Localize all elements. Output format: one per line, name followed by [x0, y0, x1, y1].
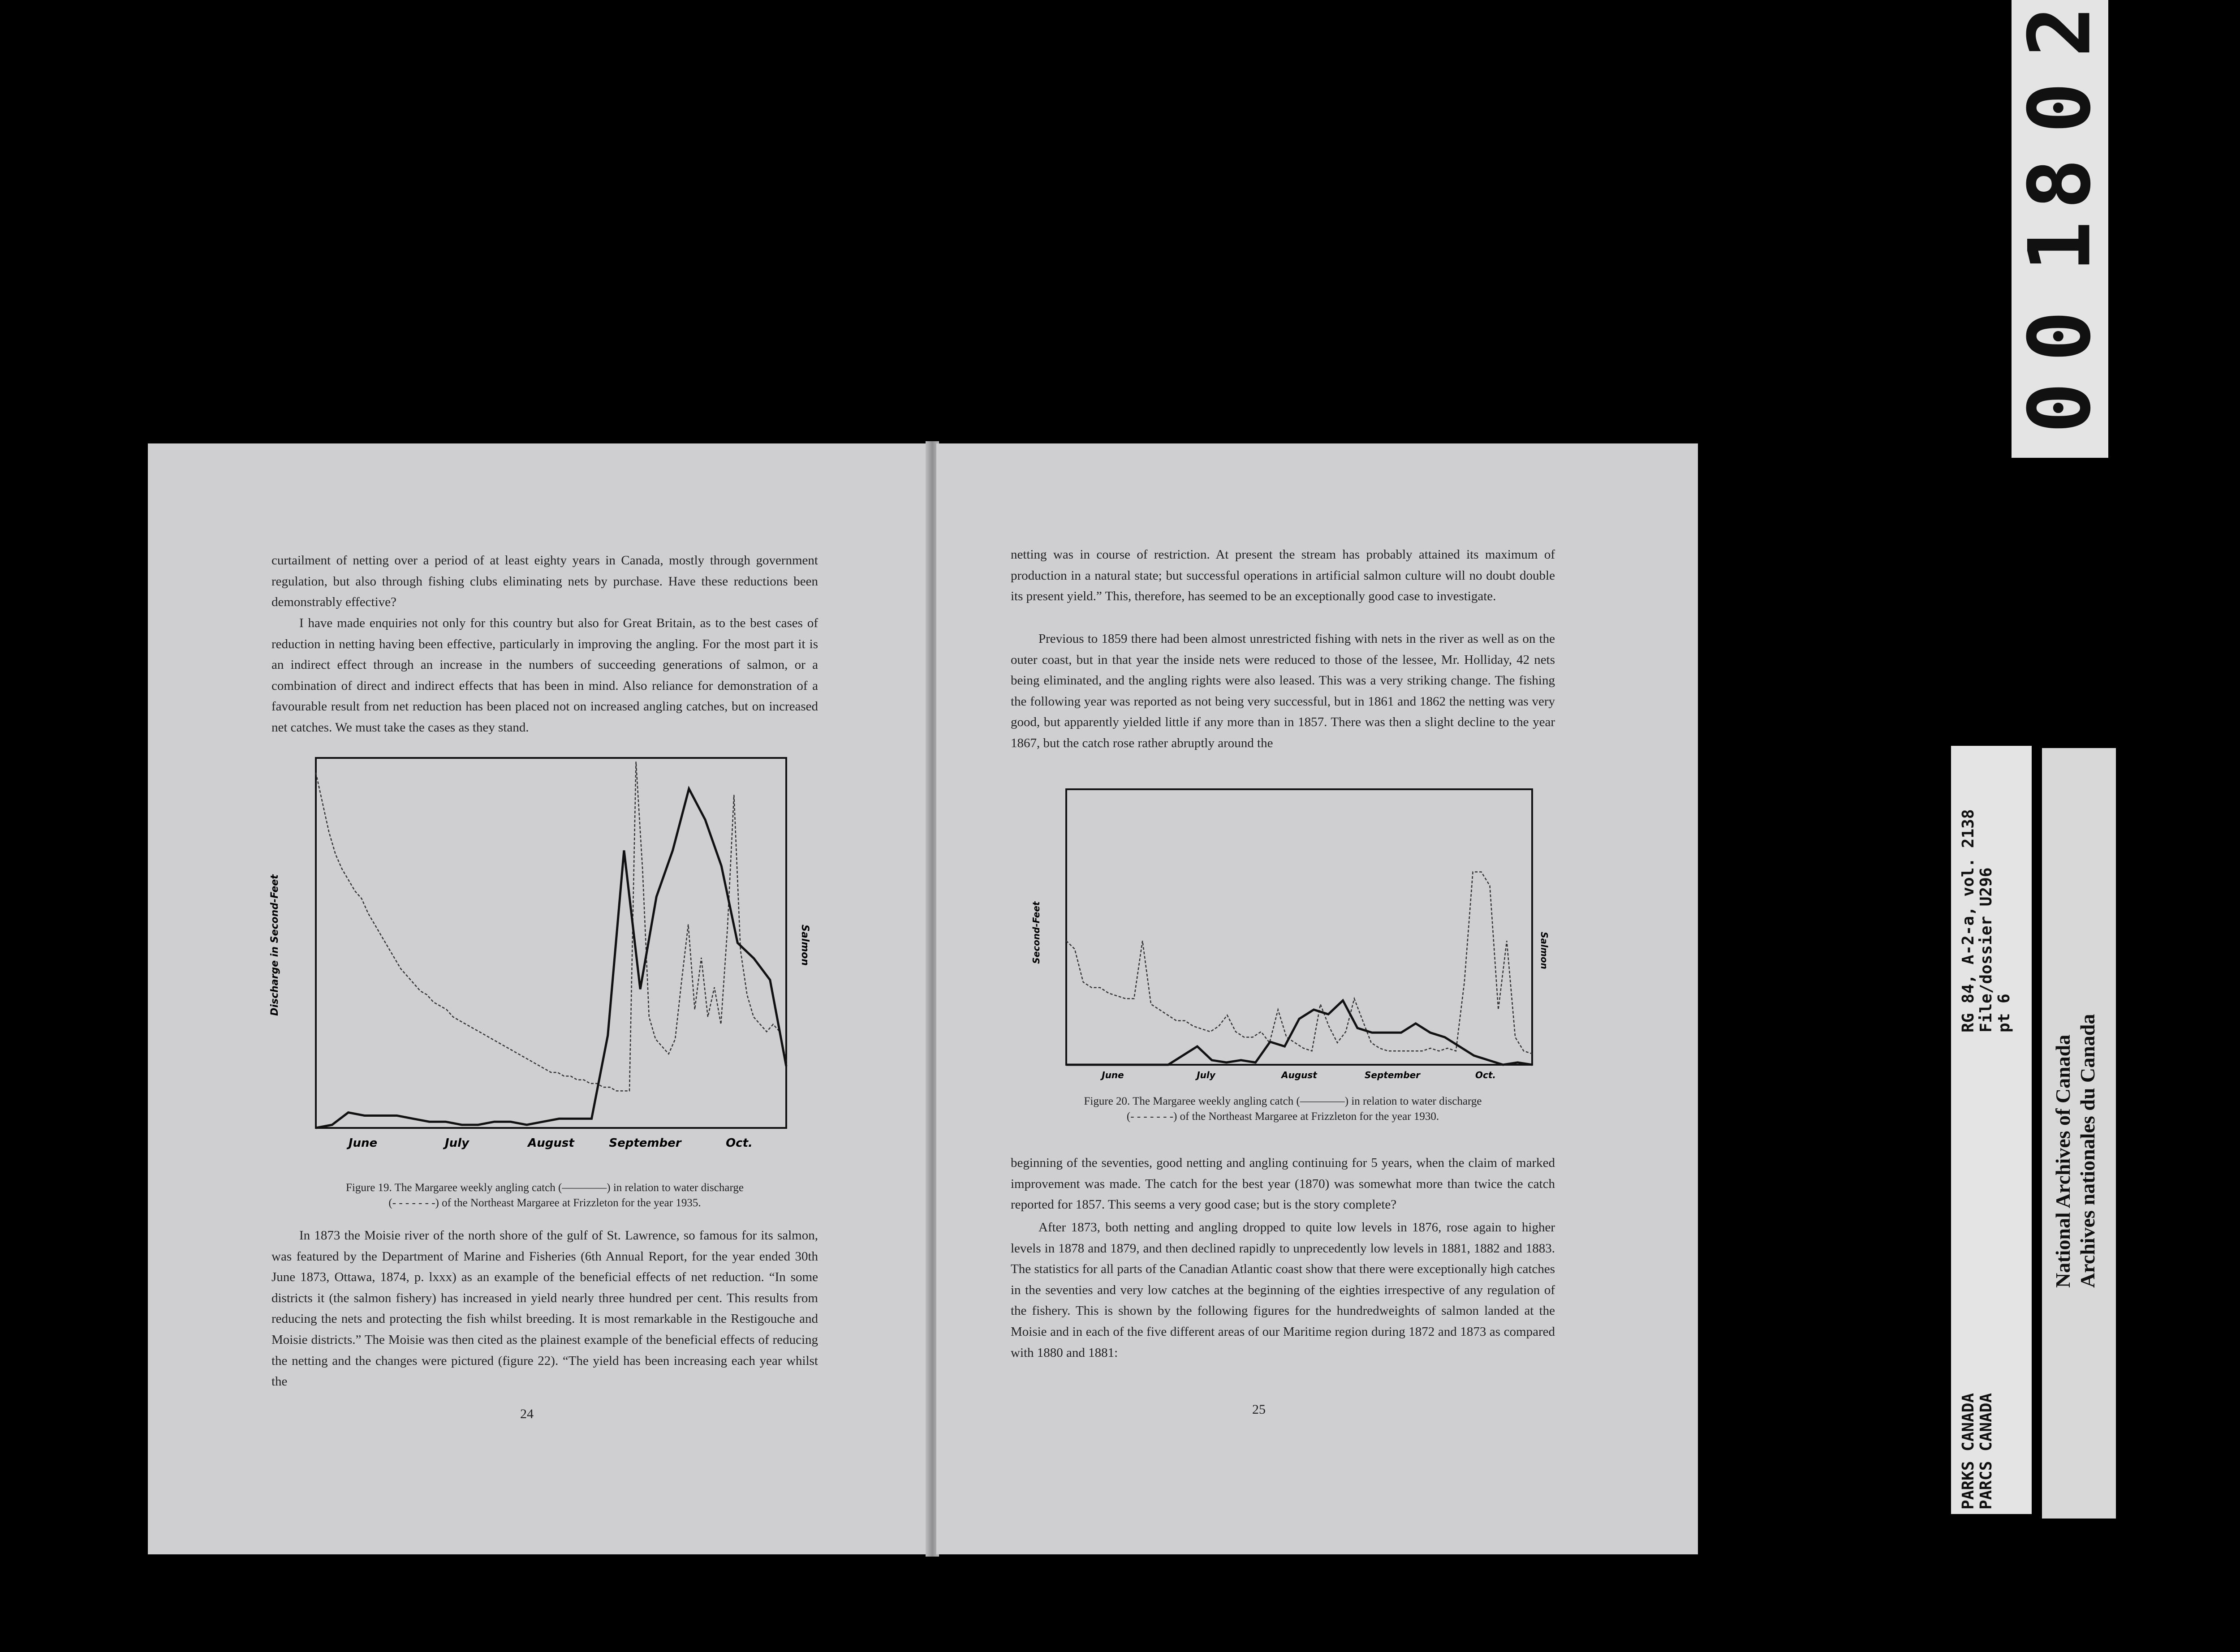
- x-axis-month-label: July: [1197, 1070, 1215, 1080]
- paragraph: Previous to 1859 there had been almost unrestricted fishing with nets in the river as well as on the outer coast, but in that year the inside nets were reduced to those of the lessee, Mr. Holliday, 42 nets being eliminated, and the angling rights were also leased. This was a very striking change. The fishing the following year was reported as not being very successful, but in 1861 and 1862 the netting was very good, but apparently yielded little if any more than in 1857. There was then a slight decline to the year 1867, but the catch rose rather abruptly around the: [1011, 632, 1555, 750]
- paragraph: netting was in course of restriction. At present the stream has probably attained its maximum of production in a natural state; but successful operations in artificial salmon culture will no doubt double its present yield.” This, therefore, has seemed to be an exceptionally good case to investigate.: [1011, 547, 1555, 604]
- x-axis-month-label: August: [1281, 1070, 1317, 1080]
- figure-caption: [1011, 1094, 1555, 1124]
- figure-20-chart: [1021, 785, 1550, 1085]
- paragraph: In 1873 the Moisie river of the north shore of the gulf of St. Lawrence, so famous for its salmon, was featured by the Department of Marine and Fisheries (6th Annual Report, for the year ended 30th June 1873, Ottawa, 1874, p. lxxx) as an example of the beneficial effects of net reduction. “In some districts it (the salmon fishery) has increased in yield nearly three hundred per cent. This results from reducing the nets and protecting the fish whilst breeding. It is most remarkable in the Restigouche and Moisie districts.” The Moisie was then cited as the plainest example of the beneficial effects of reducing the netting and the changes were pictured (figure 22). “The yield has been increasing each year whilst the: [271, 1228, 818, 1389]
- page-number: 25: [1252, 1402, 1266, 1417]
- parcs-canada-label: PARCS CANADA: [1977, 1393, 1995, 1510]
- figure-caption-line: (- - - - - - -) of the Northeast Margaree at Frizzleton for the year 1930.: [1126, 1110, 1439, 1123]
- y-axis-label-left: Discharge in Second-Feet: [269, 874, 280, 1016]
- paragraph: beginning of the seventies, good netting and angling continuing for 5 years, when the claim of marked improvement was made. The catch for the best year (1870) was somewhat more than twice the catch reported for 1857. This seems a very good case; but is the story complete?: [1011, 1156, 1555, 1212]
- archives-name-english: National Archives of Canada: [2051, 1034, 2074, 1288]
- x-axis-month-label: June: [348, 1136, 378, 1150]
- reel-digit: 1: [2010, 221, 2110, 272]
- y-axis-label-left: Second-Feet: [1031, 901, 1042, 964]
- reel-digit: 8: [2010, 158, 2110, 210]
- x-axis-month-label: July: [444, 1136, 470, 1150]
- x-axis-month-label: June: [1102, 1070, 1124, 1080]
- archive-reference-line: File/dossier U296: [1977, 867, 1995, 1032]
- x-axis-month-label: August: [528, 1136, 574, 1150]
- figure-19-chart: [264, 753, 811, 1178]
- x-axis-month-label: September: [1365, 1070, 1420, 1080]
- paragraph: curtailment of netting over a period of at least eighty years in Canada, mostly through government regulation, but also through fishing clubs eliminating nets by purchase. Have these reductions been demonstrably effective?: [271, 553, 818, 610]
- discharge-series-line: [1066, 872, 1532, 1054]
- reel-digit: 0: [2010, 382, 2110, 434]
- archive-reference-line: pt 6: [1995, 994, 2013, 1032]
- y-axis-label-right: Salmon: [1539, 932, 1550, 969]
- angling-catch-series-line: [1066, 1001, 1532, 1065]
- discharge-series-line: [316, 761, 786, 1091]
- archive-reference-label: [1951, 746, 2032, 1514]
- paragraph: After 1873, both netting and angling dropped to quite low levels in 1876, rose again to higher levels in 1878 and 1879, and then declined rapidly to unprecedently low levels in 1881, 1882 and 1883. The statistics for all parts of the Canadian Atlantic coast show that there were exceptionally high catches in the seventies and very low catches at the beginning of the eighties irrespective of any regulation of the fishery. This is shown by the following figures for the hundredweights of salmon landed at the Moisie and in each of the five different areas of our Maritime region during 1872 and 1873 as compared with 1880 and 1881:: [1011, 1220, 1555, 1360]
- x-axis-month-label: Oct.: [726, 1136, 753, 1150]
- figure-caption: [271, 1180, 818, 1211]
- reel-digit: 2: [2010, 6, 2110, 57]
- reel-number-strip: [2012, 0, 2108, 458]
- left-book-page: [148, 443, 927, 1554]
- paragraph: I have made enquiries not only for this country but also for Great Britain, as to the best cases of reduction in netting having been effective, particularly in improving the angling. For the most part it is an indirect effect through an increase in the numbers of succeeding generations of salmon, or a combination of direct and indirect effects that has been in mind. Also reliance for demonstration of a favourable result from net reduction has been placed not on increased angling catches, but on increased net catches. We must take the cases as they stand.: [271, 616, 818, 735]
- archives-name-french: Archives nationales du Canada: [2076, 1014, 2099, 1288]
- x-axis-month-label: September: [609, 1136, 681, 1150]
- figure-caption-line: (- - - - - - -) of the Northeast Margaree at Frizzleton for the year 1935.: [388, 1197, 701, 1209]
- y-axis-label-right: Salmon: [799, 925, 810, 966]
- archive-reference-line: RG 84, A-2-a, vol. 2138: [1959, 809, 1977, 1032]
- page-number: 24: [520, 1407, 534, 1421]
- figure-19-svg: [264, 753, 811, 1178]
- figure-caption-line: Figure 20. The Margaree weekly angling catch (————) in relation to water discharge: [1084, 1095, 1482, 1107]
- reel-digit: 0: [2010, 310, 2110, 362]
- figure-20-svg: [1021, 785, 1550, 1085]
- figure-caption-line: Figure 19. The Margaree weekly angling catch (————) in relation to water discharge: [346, 1182, 744, 1194]
- reel-digit: 0: [2010, 82, 2110, 133]
- angling-catch-series-line: [316, 789, 786, 1128]
- x-axis-month-label: Oct.: [1475, 1070, 1496, 1080]
- parks-canada-label: PARKS CANADA: [1959, 1393, 1977, 1510]
- national-archives-label: [2042, 748, 2116, 1519]
- right-book-page: [936, 443, 1698, 1554]
